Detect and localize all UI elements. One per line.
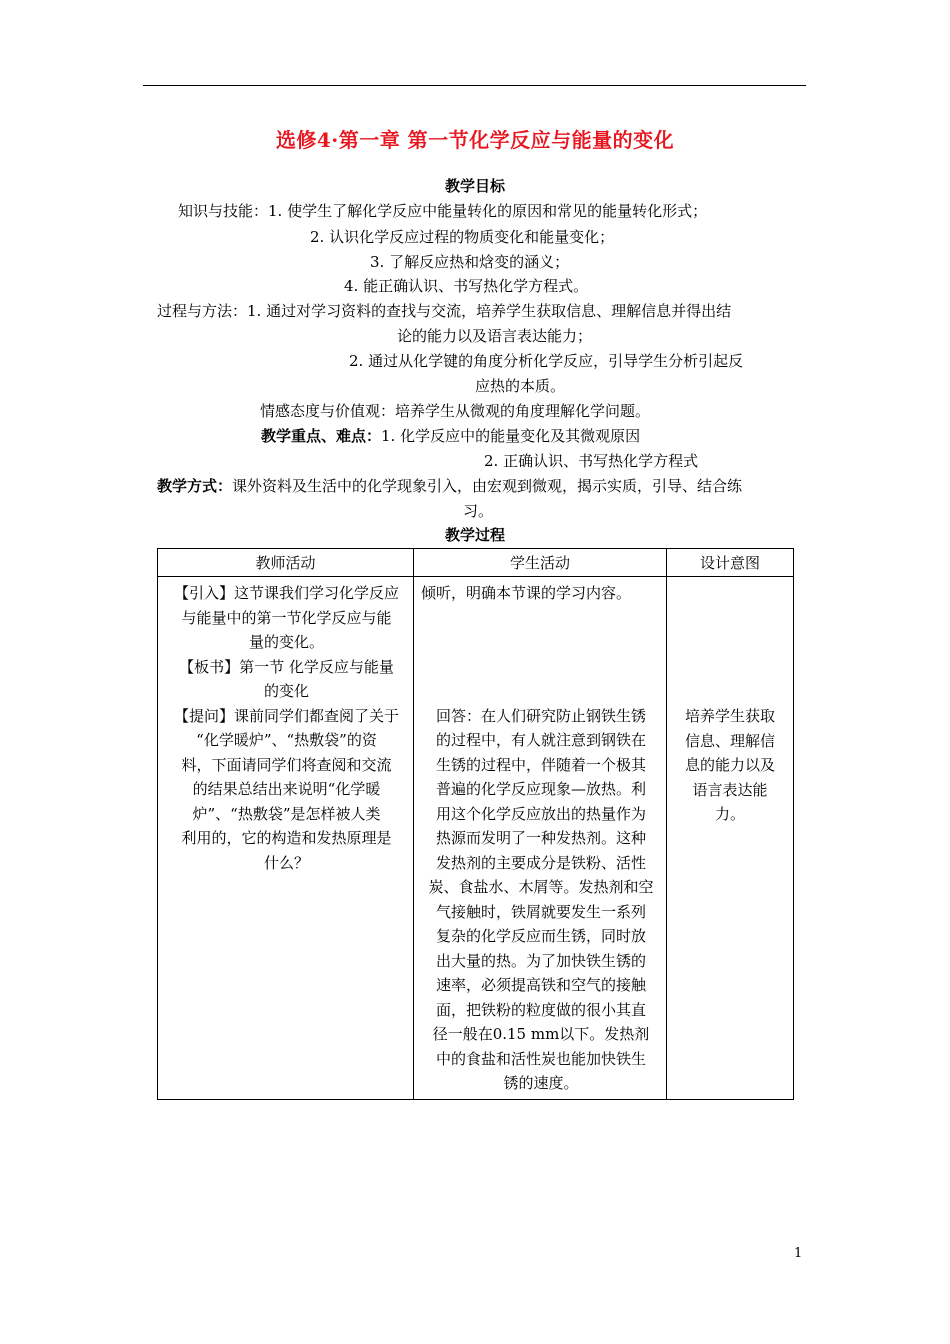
method-line bbox=[157, 474, 742, 498]
table-row bbox=[158, 577, 794, 1100]
text-line: 发热剂的主要成分是铁粉、活性 bbox=[435, 853, 646, 872]
text-line: 息的能力以及 bbox=[684, 756, 775, 774]
text-line: 回答：在人们研究防止钢铁生锈 bbox=[435, 706, 646, 725]
text-line: 利用的，它的构造和发热原理是 bbox=[181, 829, 392, 847]
teacher-board bbox=[165, 655, 408, 704]
text-line: 热源而发明了一种发热剂。这种 bbox=[435, 829, 646, 847]
teacher-question bbox=[165, 704, 408, 876]
text-line: 【板书】第一节 化学反应与能量 bbox=[179, 657, 394, 676]
student-answer bbox=[421, 704, 661, 1096]
text-line: “化学暖炉”、“热敷袋”的资 bbox=[196, 731, 377, 749]
text-line: 普遍的化学反应现象—放热。利 bbox=[435, 780, 646, 798]
page-number: 1 bbox=[794, 1246, 803, 1261]
text-line: 气接触时，铁屑就要发生一系列 bbox=[435, 902, 646, 921]
objective-line: 应热的本质。 bbox=[475, 377, 566, 395]
column-header: 设计意图 bbox=[667, 549, 794, 577]
column-header: 学生活动 bbox=[414, 549, 667, 577]
key-point-item: 1. 化学反应中的能量变化及其微观原因 bbox=[381, 427, 641, 445]
text-line: 径一般在0.15 mm以下。发热剂 bbox=[432, 1025, 650, 1043]
objectives-heading: 教学目标 bbox=[444, 177, 505, 195]
header-rule bbox=[143, 85, 806, 86]
document-title: 选修4·第一章 第一节化学反应与能量的变化 bbox=[275, 128, 675, 152]
design-intent-cell bbox=[667, 577, 794, 1100]
process-table bbox=[157, 548, 794, 1100]
text-line: 复杂的化学反应而生锈，同时放 bbox=[435, 927, 646, 945]
text-line: 炭、食盐水、木屑等。发热剂和空 bbox=[428, 878, 654, 896]
text-line: 用这个化学反应放出的热量作为 bbox=[435, 804, 646, 823]
text-line: 语言表达能 bbox=[692, 780, 768, 799]
design-intent bbox=[667, 704, 793, 827]
method-text: 习。 bbox=[463, 502, 494, 520]
key-points-line bbox=[261, 424, 640, 448]
objective-line: 2. 通过从化学键的角度分析化学反应，引导学生分析引起反 bbox=[349, 352, 744, 370]
text-line: 【引入】这节课我们学习化学反应 bbox=[173, 584, 399, 602]
text-line: 出大量的热。为了加快铁生锈的 bbox=[435, 951, 646, 970]
text-line: 料，下面请同学们将查阅和交流 bbox=[181, 755, 392, 774]
objective-line: 知识与技能：1. 使学生了解化学反应中能量转化的原因和常见的能量转化形式； bbox=[178, 202, 708, 220]
text-line: 【提问】课前同学们都查阅了关于 bbox=[173, 706, 399, 725]
objective-line: 情感态度与价值观：培养学生从微观的角度理解化学问题。 bbox=[260, 402, 651, 420]
text-line: 的过程中，有人就注意到钢铁在 bbox=[435, 731, 646, 749]
objective-line: 论的能力以及语言表达能力； bbox=[397, 327, 593, 345]
text-line: 量的变化。 bbox=[248, 633, 324, 651]
text-line: 力。 bbox=[714, 805, 745, 823]
text-line: 锈的速度。 bbox=[503, 1074, 579, 1092]
column-header: 教师活动 bbox=[158, 549, 414, 577]
student-listen: 倾听，明确本节课的学习内容。 bbox=[421, 584, 632, 602]
text-line: 生锈的过程中，伴随着一个极其 bbox=[435, 755, 646, 774]
key-points-label: 教学重点、难点： bbox=[261, 427, 382, 445]
text-line: 速率，必须提高铁和空气的接触 bbox=[435, 976, 646, 994]
teacher-activity-cell bbox=[158, 577, 414, 1100]
key-point-item: 2. 正确认识、书写热化学方程式 bbox=[484, 452, 699, 470]
objective-line: 2. 认识化学反应过程的物质变化和能量变化； bbox=[310, 228, 615, 246]
text-line: 面，把铁粉的粒度做的很小其直 bbox=[435, 1000, 646, 1019]
method-label: 教学方式： bbox=[157, 477, 233, 495]
text-line: 的结果总结出来说明“化学暖 bbox=[192, 780, 381, 798]
teacher-intro bbox=[165, 581, 408, 655]
text-line: 与能量中的第一节化学反应与能 bbox=[181, 608, 392, 627]
text-line: 炉”、“热敷袋”是怎样被人类 bbox=[192, 804, 381, 823]
text-line: 的变化 bbox=[263, 682, 309, 700]
text-line: 培养学生获取 bbox=[684, 707, 775, 725]
objective-line: 过程与方法：1. 通过对学习资料的查找与交流，培养学生获取信息、理解信息并得出结 bbox=[157, 302, 732, 320]
student-activity-cell bbox=[414, 577, 667, 1100]
text-line: 什么？ bbox=[263, 853, 309, 872]
objective-line: 3. 了解反应热和焓变的涵义； bbox=[370, 253, 570, 271]
text-line: 中的食盐和活性炭也能加快铁生 bbox=[435, 1049, 646, 1068]
table-header-row bbox=[158, 549, 794, 577]
method-text: 课外资料及生活中的化学现象引入，由宏观到微观，揭示实质，引导、结合练 bbox=[232, 477, 743, 495]
process-heading: 教学过程 bbox=[444, 526, 505, 544]
objective-line: 4. 能正确认识、书写热化学方程式。 bbox=[344, 277, 589, 295]
text-line: 信息、理解信 bbox=[684, 731, 775, 750]
